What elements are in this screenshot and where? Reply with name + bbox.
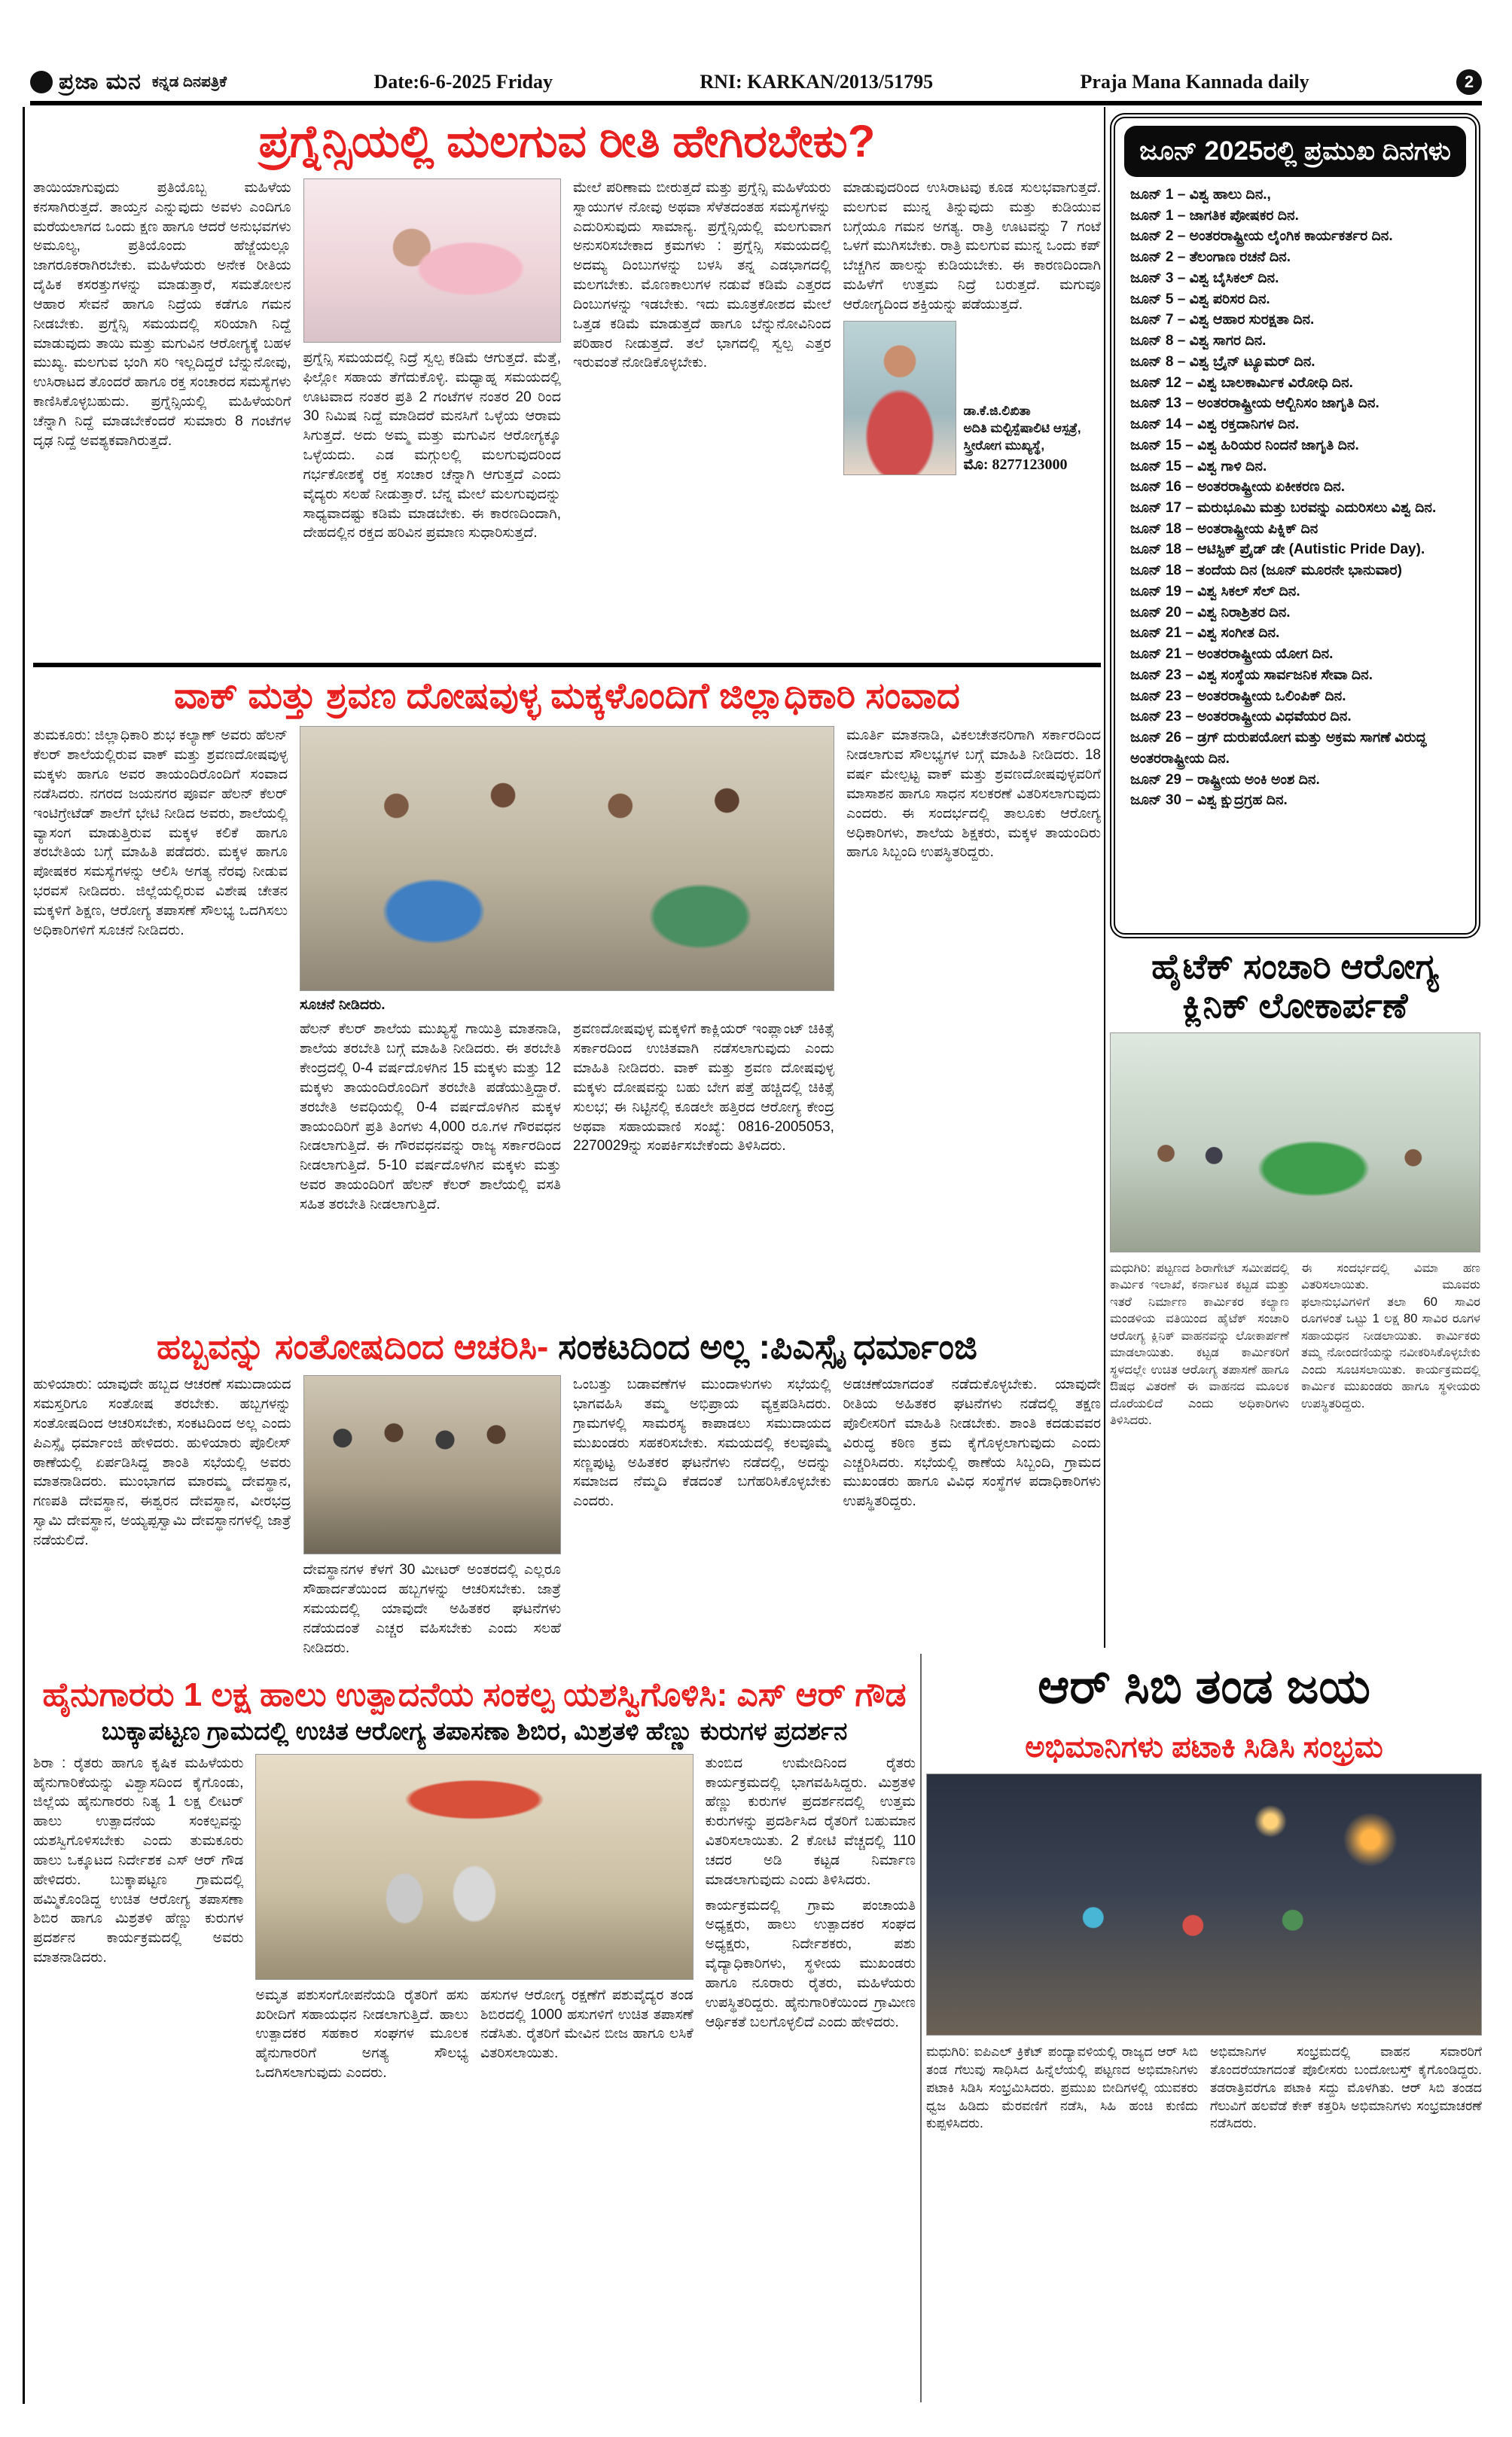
clinic-col2-text: ಈ ಸಂದರ್ಭದಲ್ಲಿ ವಿಮಾ ಹಣ ವಿತರಿಸಲಾಯಿತು. ಮೂವರು ಫಲಾನುಭವಿಗಳಿಗೆ ತಲಾ 60 ಸಾವಿರ ರೂಗಳಂತೆ ಒಟ್ಟು 1 ಲಕ್ಷ 80 ಸಾವಿರ ರೂಗಳ ಸಹಾಯಧನ ನೀಡಲಾಯಿತು. ಕಾರ್ಮಿಕರು ತಮ್ಮ ನೋಂದಣಿಯನ್ನು ನವೀಕರಿಸಿಕೊಳ್ಳಬೇಕು ಎಂದು ಸೂಚಿಸಲಾಯಿತು. ಕಾರ್ಯಕ್ರಮದಲ್ಲಿ ಕಾರ್ಮಿಕ ಮುಖಂಡರು ಹಾಗೂ ಸ್ಥಳೀಯರು ಉಪಸ್ಥಿತರಿದ್ದರು. [1301,1261,1480,1411]
june-day-item: ಜೂನ್ 21 – ವಿಶ್ವ ಸಂಗೀತ ದಿನ. [1130,625,1280,642]
festival-headline-red: ಹಬ್ಬವನ್ನು ಸಂತೋಷದಿಂದ ಆಚರಿಸಿ- [157,1327,549,1366]
doctor-byline-block [843,321,1102,475]
june-day-item: ಜೂನ್ 20 – ವಿಶ್ವ ನಿರಾಶ್ರಿತರ ದಿನ. [1130,604,1291,621]
june-day-item: ಜೂನ್ 13 – ಅಂತರರಾಷ್ಟ್ರೀಯ ಆಲ್ಬಿನಿಸಂ ಜಾಗೃತಿ ದಿನ. [1130,395,1379,412]
clinic-col-1 [1110,1260,1289,1667]
page-number-badge: 2 [1456,69,1482,95]
clinic-col-2 [1301,1260,1480,1667]
festival-col1-text: ಹುಳಿಯಾರು: ಯಾವುದೇ ಹಬ್ಬದ ಆಚರಣೆ ಸಮುದಾಯದ ಸಮಸ್ತರಿಗೂ ಸಂತೋಷ ತರಬೇಕು. ಹಬ್ಬಗಳನ್ನು ಸಂತೋಷದಿಂದ ಆಚರಿಸಬೇಕು, ಸಂಕಟದಿಂದ ಅಲ್ಲ ಎಂದು ಪಿಎಸ್ಸೈ ಧರ್ಮಾಂಜಿ ಹೇಳಿದರು. ಹುಳಿಯಾರು ಪೊಲೀಸ್ ಠಾಣೆಯಲ್ಲಿ ಏರ್ಪಡಿಸಿದ್ದ ಶಾಂತಿ ಸಭೆಯಲ್ಲಿ ಅವರು ಮಾತನಾಡಿದರು. ಮುಂಭಾಗದ ಮಾರಮ್ಮ ದೇವಸ್ಥಾನ, ಗಣಪತಿ ದೇವಸ್ಥಾನ, ಈಶ್ವರನ ದೇವಸ್ಥಾನ, ವೀರಭದ್ರ ಸ್ವಾಮಿ ದೇವಸ್ಥಾನ, ಅಯ್ಯಪ್ಪಸ್ವಾಮಿ ದೇವಸ್ಥಾನಗಳಲ್ಲಿ ಜಾತ್ರೆ ನಡೆಯಲಿದೆ. [33,1377,291,1548]
clinic-headline-line2: ಕ್ಲಿನಿಕ್ ಲೋಕಾರ್ಪಣೆ [1182,985,1408,1025]
milk-col-1 [33,1754,243,2356]
june-day-item: ಜೂನ್ 5 – ವಿಶ್ವ ಪರಿಸರ ದಿನ. [1130,291,1270,307]
june-day-item: ಜೂನ್ 2 – ತೆಲಂಗಾಣ ರಚನೆ ದಿನ. [1130,249,1291,266]
left-edge-rule [23,107,25,2404]
rcb-headline: ಆರ್ ಸಿಬಿ ತಂಡ ಜಯ [1038,1659,1370,1713]
dc-middle-block [300,726,834,1306]
milk-mid-col-1 [255,1986,468,2356]
dc-col-4 [846,726,1101,1306]
rcb-col-1 [926,2043,1198,2367]
article-dc-headline: ವಾಕ್ ಮತ್ತು ಶ್ರವಣ ದೋಷವುಳ್ಳ ಮಕ್ಕಳೊಂದಿಗೆ ಜಿಲ್ಲಾಧಿಕಾರಿ ಸಂವಾದ [174,676,960,716]
festival-headline [33,1325,1101,1375]
pregnancy-col-1 [33,178,291,638]
clinic-headline-line1: ಹೈಟೆಕ್ ಸಂಚಾರಿ ಆರೋಗ್ಯ [1151,947,1439,986]
rcb-fireworks-photo [926,1774,1482,2036]
paper-logo [30,69,227,95]
milk-col1-text: ಶಿರಾ : ರೈತರು ಹಾಗೂ ಕೃಷಿಕ ಮಹಿಳೆಯರು ಹೈನುಗಾರಿಕೆಯನ್ನು ವಿಶ್ವಾಸದಿಂದ ಕೈಗೊಂಡು, ಜಿಲ್ಲೆಯ ಹೈನುಗಾರರು ನಿತ್ಯ 1 ಲಕ್ಷ ಲೀಟರ್ ಹಾಲು ಉತ್ಪಾದನೆಯ ಸಂಕಲ್ಪವನ್ನು ಯಶಸ್ವಿಗೊಳಿಸಬೇಕು ಎಂದು ತುಮಕೂರು ಹಾಲು ಒಕ್ಕೂಟದ ನಿರ್ದೇಶಕ ಎಸ್ ಆರ್ ಗೌಡ ಹೇಳಿದರು. ಬುಕ್ಕಾಪಟ್ಟಣ ಗ್ರಾಮದಲ್ಲಿ ಹಮ್ಮಿಕೊಂಡಿದ್ದ ಉಚಿತ ಆರೋಗ್ಯ ತಪಾಸಣಾ ಶಿಬಿರ ಹಾಗೂ ಮಿಶ್ರತಳಿ ಹೆಣ್ಣು ಕುರುಗಳ ಪ್ರದರ್ಶನ ಕಾರ್ಯಕ್ರಮದಲ್ಲಿ ಅವರು ಮಾತನಾಡಿದರು. [33,1755,244,1966]
milk-event-photo [255,1754,693,1980]
clinic-van-photo [1110,1032,1480,1252]
dc-mid-col-1 [300,1020,561,1306]
milk-midcol2-text: ಹಸುಗಳ ಆರೋಗ್ಯ ರಕ್ಷಣೆಗೆ ಪಶುವೈದ್ಯರ ತಂಡ ಶಿಬಿರದಲ್ಲಿ 1000 ಹಸುಗಳಿಗೆ ಉಚಿತ ತಪಾಸಣೆ ನಡೆಸಿತು. ರೈತರಿಗೆ ಮೇವಿನ ಬೀಜ ಹಾಗೂ ಲಸಿಕೆ ವಿತರಿಸಲಾಯಿತು. [480,1987,694,2062]
festival-col3-text: ಒಂಬತ್ತು ಬಡಾವಣೆಗಳ ಮುಂದಾಳುಗಳು ಸಭೆಯಲ್ಲಿ ಭಾಗವಹಿಸಿ ತಮ್ಮ ಅಭಿಪ್ರಾಯ ವ್ಯಕ್ತಪಡಿಸಿದರು. ಗ್ರಾಮಗಳಲ್ಲಿ ಸಾಮರಸ್ಯ ಕಾಪಾಡಲು ಸಮುದಾಯದ ಮುಖಂಡರು ಸಹಕರಿಸಬೇಕು. ಸಮಯದಲ್ಲಿ ಕಲವೂಮ್ಮೆ ಸಣ್ಣಪುಟ್ಟ ಅಹಿತಕರ ಘಟನೆಗಳು ನಡೆದಲ್ಲಿ, ಅದನ್ನು ಸಮಾಜದ ನೆಮ್ಮದಿ ಕೆಡದಂತೆ ಬಗೆಹರಿಸಿಕೊಳ್ಳಬೇಕು ಎಂದರು. [573,1377,831,1510]
festival-col-3 [573,1375,831,1660]
pregnancy-col-4 [843,178,1102,638]
dc-col1-text: ತುಮಕೂರು: ಜಿಲ್ಲಾಧಿಕಾರಿ ಶುಭ ಕಲ್ಯಾಣ್ ಅವರು ಹೆಲನ್ ಕೆಲರ್ ಶಾಲೆಯಲ್ಲಿರುವ ವಾಕ್ ಮತ್ತು ಶ್ರವಣದೋಷವುಳ್ಳ ಮಕ್ಕಳು ಹಾಗೂ ಅವರ ತಾಯಂದಿರೊಂದಿಗೆ ಸಂವಾದ ನಡೆಸಿದರು. ನಗರದ ಜಯನಗರ ಪೂರ್ವ ಹೆಲನ್ ಕೆಲರ್ ಇಂಟಿಗ್ರೇಟೆಡ್ ಶಾಲೆಗೆ ಭೇಟಿ ನೀಡಿದ ಅವರು, ಶಾಲೆಯಲ್ಲಿ ವ್ಯಾಸಂಗ ಮಾಡುತ್ತಿರುವ ಮಕ್ಕಳ ಕಲಿಕೆ ಹಾಗೂ ತರಬೇತಿಯ ಬಗ್ಗೆ ಮಾಹಿತಿ ಪಡೆದರು. ಮಕ್ಕಳ ಹಾಗೂ ಪೋಷಕರ ಸಮಸ್ಯೆಗಳನ್ನು ಆಲಿಸಿ ಅಗತ್ಯ ನೆರವು ನೀಡುವ ಭರವಸೆ ನೀಡಿದರು. ಜಿಲ್ಲೆಯಲ್ಲಿರುವ ವಿಶೇಷ ಚೇತನ ಮಕ್ಕಳಿಗೆ ಶಿಕ್ಷಣ, ಆರೋಗ್ಯ ತಪಾಸಣೆ ಸೌಲಭ್ಯ ಒದಗಿಸಲು ಅಧಿಕಾರಿಗಳಿಗೆ ಸೂಚನೆ ನೀಡಿದರು. [33,727,288,938]
article-dc-interaction [33,673,1101,1318]
article-mobile-clinic [1110,947,1480,1643]
article-divider-rule [33,663,1101,667]
article-festival-peace [33,1325,1101,1666]
june-day-item: ಜೂನ್ 23 – ಅಂತರರಾಷ್ಟ್ರೀಯ ಒಲಿಂಪಿಕ್ ದಿನ. [1130,688,1346,704]
rcb-col2-text: ಅಭಿಮಾನಿಗಳ ಸಂಭ್ರಮದಲ್ಲಿ ವಾಹನ ಸವಾರರಿಗೆ ತೊಂದರೆಯಾಗದಂತೆ ಪೊಲೀಸರು ಬಂದೋಬಸ್ತ್ ಕೈಗೊಂಡಿದ್ದರು. ತಡರಾತ್ರಿವರೆಗೂ ಪಟಾಕಿ ಸದ್ದು ಮೊಳಗಿತು. ಆರ್ ಸಿಬಿ ತಂಡದ ಗೆಲುವಿಗೆ ಹಲವೆಡೆ ಕೇಕ್ ಕತ್ತರಿಸಿ ಅಭಿಮಾನಿಗಳು ಸಂಭ್ರಮಾಚರಣೆ ನಡೆಸಿದರು. [1210,2044,1482,2131]
june-day-item: ಜೂನ್ 29 – ರಾಷ್ಟ್ರೀಯ ಅಂಕಿ ಅಂಶ ದಿನ. [1130,771,1320,788]
doctor-phone: ಮೊ: 8277123000 [963,456,1068,473]
masthead-paper-name: Praja Mana Kannada daily [1080,71,1309,93]
dc-midcol1-text: ಹೆಲನ್ ಕೆಲರ್ ಶಾಲೆಯ ಮುಖ್ಯಸ್ಥೆ ಗಾಯಿತ್ರಿ ಮಾತನಾಡಿ, ಶಾಲೆಯ ತರಬೇತಿ ಬಗ್ಗೆ ಮಾಹಿತಿ ನೀಡಿದರು. ಈ ತರಬೇತಿ ಕೇಂದ್ರದಲ್ಲಿ 0-4 ವರ್ಷದೊಳಗಿನ 15 ಮಕ್ಕಳು ಮತ್ತು 12 ಮಕ್ಕಳು ತಾಯಂದಿರೊಂದಿಗೆ ತರಬೇತಿ ಪಡೆಯುತ್ತಿದ್ದಾರೆ. ತರಬೇತಿ ಅವಧಿಯಲ್ಲಿ 0-4 ವರ್ಷದೊಳಗಿನ ಮಕ್ಕಳ ತಾಯಂದಿರಿಗೆ ಪ್ರತಿ ತಿಂಗಳು 4,000 ರೂ.ಗಳ ಗೌರವಧನ ನೀಡಲಾಗುತ್ತಿದೆ. ಈ ಗೌರವಧನವನ್ನು ರಾಜ್ಯ ಸರ್ಕಾರದಿಂದ ನೀಡಲಾಗುತ್ತಿದೆ. 5-10 ವರ್ಷದೊಳಗಿನ ಮಕ್ಕಳು ಮತ್ತು ಅವರ ತಾಯಂದಿರಿಗೆ ಹೆಲನ್ ಕೆಲರ್ ಶಾಲೆಯಲ್ಲಿ ವಸತಿ ಸಹಿತ ತರಬೇತಿ ನೀಡಲಾಗುತ್ತಿದೆ. [300,1021,561,1212]
doctor-hospital: ಅದಿತಿ ಮಲ್ಟಿಸ್ಪೆಷಾಲಿಟಿ ಆಸ್ಪತ್ರೆ, [963,420,1081,435]
june-day-item: ಜೂನ್ 17 – ಮರುಭೂಮಿ ಮತ್ತು ಬರವನ್ನು ಎದುರಿಸಲು ವಿಶ್ವ ದಿನ. [1130,500,1437,517]
pregnancy-col1-text: ತಾಯಿಯಾಗುವುದು ಪ್ರತಿಯೊಬ್ಬ ಮಹಿಳೆಯ ಕನಸಾಗಿರುತ್ತದೆ. ತಾಯ್ತನ ಎನ್ನುವುದು ಅವಳು ಎಂದಿಗೂ ಮರೆಯಲಾಗದ ಒಂದು ಕ್ಷಣ ಹಾಗೂ ಆದರೆ ಅನುಭವಗಳು ಅಮೂಲ್ಯ, ಪ್ರತಿಯೊಂದು ಹೆಜ್ಜೆಯಲ್ಲೂ ಜಾಗರೂಕರಾಗಿರಬೇಕು. ಮಹಿಳೆಯರು ಅನೇಕ ರೀತಿಯ ದೈಹಿಕ ಕಸರತ್ತುಗಳನ್ನು ಮಾಡುತ್ತಾರೆ, ಸಮತೋಲನ ಆಹಾರ ಸೇವನೆ ಹಾಗೂ ನಿದ್ರೆಯ ಕಡೆಗೂ ಗಮನ ನೀಡಬೇಕು. ಪ್ರಗ್ನೆನ್ಸಿ ಸಮಯದಲ್ಲಿ ಸರಿಯಾಗಿ ನಿದ್ದೆ ಮಾಡುವುದು ತಾಯಿ ಮತ್ತು ಮಗುವಿನ ಆರೋಗ್ಯಕ್ಕೆ ಬಹಳ ಮುಖ್ಯ. ಮಲಗುವ ಭಂಗಿ ಸರಿ ಇಲ್ಲದಿದ್ದರೆ ಬೆನ್ನುನೋವು, ಉಸಿರಾಟದ ತೊಂದರೆ ಹಾಗೂ ರಕ್ತ ಸಂಚಾರದ ಸಮಸ್ಯೆಗಳು ಕಾಣಿಸಿಕೊಳ್ಳಬಹುದು. ಪ್ರಗ್ನೆನ್ಸಿಯಲ್ಲಿ ಮಹಿಳೆಯರಿಗೆ ಚೆನ್ನಾಗಿ ನಿದ್ದೆ ಮಾಡಬೇಕೆಂದರೆ ಸುಮಾರು 8 ಗಂಟೆಗಳ ದೃಢ ನಿದ್ದೆ ಅವಶ್ಯಕವಾಗಿರುತ್ತದೆ. [33,180,291,449]
june-day-item: ಜೂನ್ 3 – ವಿಶ್ವ ಬೈಸಿಕಲ್ ದಿನ. [1130,270,1279,286]
june-day-item: ಜೂನ್ 30 – ವಿಶ್ವ ಕ್ಷುದ್ರಗ್ರಹ ದಿನ. [1130,792,1288,809]
june-day-item: ಜೂನ್ 15 – ವಿಶ್ವ ಗಾಳಿ ದಿನ. [1130,458,1267,474]
june-day-item: ಜೂನ್ 23 – ವಿಶ್ವ ಸಂಸ್ಥೆಯ ಸಾರ್ವಜನಿಕ ಸೇವಾ ದಿನ. [1130,666,1373,683]
june-day-item: ಜೂನ್ 8 – ವಿಶ್ವ ಸಾಗರ ದಿನ. [1130,333,1267,349]
pregnancy-col2-text: ಪ್ರಗ್ನೆನ್ಸಿ ಸಮಯದಲ್ಲಿ ನಿದ್ರೆ ಸ್ವಲ್ಪ ಕಡಿಮೆ ಆಗುತ್ತದೆ. ಮೆತ್ತೆ, ಫಿಲ್ಲೋ ಸಹಾಯ ತೆಗೆದುಕೊಳ್ಳಿ. ಮಧ್ಯಾಹ್ನ ಸಮಯದಲ್ಲಿ ಊಟವಾದ ನಂತರ ಪ್ರತಿ 2 ಗಂಟೆಗಳ ನಂತರ 20 ರಿಂದ 30 ನಿಮಿಷ ನಿದ್ದೆ ಮಾಡಿದರೆ ಮನಸಿಗೆ ಒಳ್ಳೆಯ ಆರಾಮ ಸಿಗುತ್ತದೆ. ಅದು ಅಮ್ಮ ಮತ್ತು ಮಗುವಿನ ಆರೋಗ್ಯಕ್ಕೂ ಒಳ್ಳೆಯದು. ಎಡ ಮಗ್ಗುಲಲ್ಲಿ ಮಲಗುವುದರಿಂದ ಗರ್ಭಕೋಶಕ್ಕೆ ರಕ್ತ ಸಂಚಾರ ಚೆನ್ನಾಗಿ ಆಗುತ್ತದೆ ಎಂದು ವೈದ್ಯರು ಸಲಹೆ ನೀಡುತ್ತಾರೆ. ಬೆನ್ನ ಮೇಲೆ ಮಲಗುವುದನ್ನು ಸಾಧ್ಯವಾದಷ್ಟು ಕಡಿಮೆ ಮಾಡಬೇಕು. ಈ ಕಾರಣದಿಂದಾಗಿ, ದೇಹದಲ್ಲಿನ ರಕ್ತದ ಹರಿವಿನ ಪ್ರಮಾಣ ಸುಧಾರಿಸುತ್ತದೆ. [303,350,561,541]
clinic-col1-text: ಮಧುಗಿರಿ: ಪಟ್ಟಣದ ಶಿರಾಗೇಟ್ ಸಮೀಪದಲ್ಲಿ ಕಾರ್ಮಿಕ ಇಲಾಖೆ, ಕರ್ನಾಟಕ ಕಟ್ಟಡ ಮತ್ತು ಇತರೆ ನಿರ್ಮಾಣ ಕಾರ್ಮಿಕರ ಕಲ್ಯಾಣ ಮಂಡಳಿಯ ವತಿಯಿಂದ ಹೈಟೆಕ್ ಸಂಚಾರಿ ಆರೋಗ್ಯ ಕ್ಲಿನಿಕ್ ವಾಹನವನ್ನು ಲೋಕಾರ್ಪಣೆ ಮಾಡಲಾಯಿತು. ಕಟ್ಟಡ ಕಾರ್ಮಿಕರಿಗೆ ಸ್ಥಳದಲ್ಲೇ ಉಚಿತ ಆರೋಗ್ಯ ತಪಾಸಣೆ ಹಾಗೂ ಔಷಧ ವಿತರಣೆ ಈ ವಾಹನದ ಮೂಲಕ ದೊರೆಯಲಿದೆ ಎಂದು ಅಧಿಕಾರಿಗಳು ತಿಳಿಸಿದರು. [1110,1261,1289,1427]
rcb-subhead: ಅಭಿಮಾನಿಗಳು ಪಟಾಕಿ ಸಿಡಿಸಿ ಸಂಭ್ರಮ [1025,1731,1383,1764]
paper-logo-tagline: ಕನ್ನಡ ದಿನಪತ್ರಿಕೆ [151,73,227,90]
june-day-item: ಜೂನ್ 7 – ವಿಶ್ವ ಆಹಾರ ಸುರಕ್ಷತಾ ದಿನ. [1130,312,1315,328]
article-pregnancy-headline: ಪ್ರಗ್ನೆನ್ಸಿಯಲ್ಲಿ ಮಲಗುವ ರೀತಿ ಹೇಗಿರಬೇಕು? [258,116,876,166]
article-milk-production [33,1675,916,2399]
festival-col4-text: ಅಡಚಣೆಯಾಗದಂತೆ ನಡೆದುಕೊಳ್ಳಬೇಕು. ಯಾವುದೇ ರೀತಿಯ ಅಹಿತಕರ ಘಟನೆಗಳು ನಡೆದಲ್ಲಿ ತಕ್ಷಣ ಪೊಲೀಸರಿಗೆ ಮಾಹಿತಿ ನೀಡಬೇಕು. ಶಾಂತಿ ಕದಡುವವರ ವಿರುದ್ಧ ಕಠಿಣ ಕ್ರಮ ಕೈಗೊಳ್ಳಲಾಗುವುದು ಎಂದು ಎಚ್ಚರಿಸಿದರು. ಸಭೆಯಲ್ಲಿ ಠಾಣೆಯ ಸಿಬ್ಬಂದಿ, ಗ್ರಾಮದ ಮುಖಂಡರು ಹಾಗೂ ವಿವಿಧ ಸಂಸ್ಥೆಗಳ ಪದಾಧಿಕಾರಿಗಳು ಉಪಸ್ಥಿತರಿದ್ದರು. [843,1377,1101,1510]
june-day-item: ಜೂನ್ 1 – ವಿಶ್ವ ಹಾಲು ದಿನ., [1130,187,1271,203]
pregnant-woman-photo [303,178,562,343]
dc-col4-text: ಮೂರ್ತಿ ಮಾತನಾಡಿ, ವಿಕಲಚೇತನರಿಗಾಗಿ ಸರ್ಕಾರದಿಂದ ನೀಡಲಾಗುವ ಸೌಲಭ್ಯಗಳ ಬಗ್ಗೆ ಮಾಹಿತಿ ನೀಡಿದರು. 18 ವರ್ಷ ಮೇಲ್ಪಟ್ಟ ವಾಕ್ ಮತ್ತು ಶ್ರವಣದೋಷವುಳ್ಳವರಿಗೆ ಮಾಸಾಶನ ಹಾಗೂ ಸಾಧನ ಸಲಕರಣೆ ವಿತರಿಸಲಾಗುವುದು ಎಂದರು. ಈ ಸಂದರ್ಭದಲ್ಲಿ ತಾಲೂಕು ಆರೋಗ್ಯ ಅಧಿಕಾರಿಗಳು, ಶಾಲೆಯ ಶಿಕ್ಷಕರು, ಮಕ್ಕಳ ತಾಯಂದಿರು ಹಾಗೂ ಸಿಬ್ಬಂದಿ ಉಪಸ್ಥಿತರಿದ್ದರು. [846,727,1101,861]
june-day-item: ಜೂನ್ 1 – ಜಾಗತಿಕ ಪೋಷಕರ ದಿನ. [1130,207,1299,224]
dc-photo-caption: ಸೂಚನೆ ನೀಡಿದರು. [300,997,386,1014]
june-day-item: ಜೂನ್ 26 – ಡ್ರಗ್ ದುರುಪಯೋಗ ಮತ್ತು ಅಕ್ರಮ ಸಾಗಣೆ ವಿರುದ್ಧ ಅಂತರರಾಷ್ಟ್ರೀಯ ದಿನ. [1130,730,1427,767]
doctor-designation: ಸ್ತ್ರೀರೋಗ ಮುಖ್ಯಸ್ಥೆ, [963,438,1045,453]
june-day-item: ಜೂನ್ 2 – ಅಂತರರಾಷ್ಟ್ರೀಯ ಲೈಂಗಿಕ ಕಾರ್ಯಕರ್ತರ ದಿನ. [1130,228,1393,245]
milk-subhead: ಬುಕ್ಕಾಪಟ್ಟಣ ಗ್ರಾಮದಲ್ಲಿ ಉಚಿತ ಆರೋಗ್ಯ ತಪಾಸಣಾ ಶಿಬಿರ, ಮಿಶ್ರತಳಿ ಹೆಣ್ಣು ಕುರುಗಳ ಪ್ರದರ್ಶನ [101,1717,848,1746]
milk-midcol1-text: ಅಮೃತ ಪಶುಸಂಗೋಪನೆಯಡಿ ರೈತರಿಗೆ ಹಸು ಖರೀದಿಗೆ ಸಹಾಯಧನ ನೀಡಲಾಗುತ್ತಿದೆ. ಹಾಲು ಉತ್ಪಾದಕರ ಸಹಕಾರ ಸಂಘಗಳ ಮೂಲಕ ಹೈನುಗಾರರಿಗೆ ಅಗತ್ಯ ಸೌಲಭ್ಯ ಒದಗಿಸಲಾಗುವುದು ಎಂದರು. [255,1987,468,2082]
dc-col-1 [33,726,288,1306]
pregnancy-col3-text: ಮೇಲೆ ಪರಿಣಾಮ ಬೀರುತ್ತದೆ ಮತ್ತು ಪ್ರಗ್ನೆನ್ಸಿ ಮಹಿಳೆಯರು ಸ್ನಾಯುಗಳ ನೋವು ಅಥವಾ ಸೆಳೆತದಂತಹ ಸಮಸ್ಯೆಗಳನ್ನು ಎದುರಿಸುವುದು ಸಾಮಾನ್ಯ. ಪ್ರಗ್ನೆನ್ಸಿಯಲ್ಲಿ ಮಲಗುವಾಗ ಅನುಸರಿಸಬೇಕಾದ ಕ್ರಮಗಳು : ಪ್ರಗ್ನೆನ್ಸಿ ಸಮಯದಲ್ಲಿ ಅದಮ್ಯ ದಿಂಬುಗಳನ್ನು ಬಳಸಿ ತನ್ನ ಎಡಭಾಗದಲ್ಲಿ ಮಲಗಬೇಕು. ಮೊಣಕಾಲುಗಳ ನಡುವೆ ಕಡಿಮೆ ಎತ್ತರದ ದಿಂಬುಗಳನ್ನು ಇಡಬೇಕು. ಇದು ಮೂತ್ರಕೋಶದ ಮೇಲೆ ಒತ್ತಡ ಕಡಿಮೆ ಮಾಡುತ್ತದೆ ಹಾಗೂ ಬೆನ್ನುನೋವಿನಿಂದ ಪರಿಹಾರ ನೀಡುತ್ತದೆ. ತಲೆ ಭಾಗದಲ್ಲಿ ಸ್ವಲ್ಪ ಎತ್ತರ ಇರುವಂತೆ ನೋಡಿಕೊಳ್ಳಬೇಕು. [573,180,831,371]
rcb-col-2 [1210,2043,1482,2367]
bottom-column-divider [920,1654,922,2402]
festival-col-1 [33,1375,291,1660]
masthead-rni: RNI: KARKAN/2013/51795 [700,71,934,93]
june-day-item: ಜೂನ್ 8 – ವಿಶ್ವ ಬ್ರೈನ್ ಟ್ಯೂಮರ್ ದಿನ. [1130,353,1315,370]
dc-midcol2-text: ಶ್ರವಣದೋಷವುಳ್ಳ ಮಕ್ಕಳಿಗೆ ಕಾಕ್ಲಿಯರ್ ಇಂಪ್ಲಾಂಟ್ ಚಿಕಿತ್ಸೆ ಸರ್ಕಾರದಿಂದ ಉಚಿತವಾಗಿ ನಡೆಸಲಾಗುವುದು ಎಂದು ಮಾಹಿತಿ ನೀಡಿದರು. ವಾಕ್ ಮತ್ತು ಶ್ರವಣ ದೋಷವುಳ್ಳ ಮಕ್ಕಳು ದೋಷವನ್ನು ಬಹು ಬೇಗ ಪತ್ತೆ ಹಚ್ಚಿದಲ್ಲಿ ಚಿಕಿತ್ಸೆ ಸುಲಭ; ಈ ನಿಟ್ಟಿನಲ್ಲಿ ಕೂಡಲೇ ಹತ್ತಿರದ ಆರೋಗ್ಯ ಕೇಂದ್ರ ಅಥವಾ ಸಹಾಯವಾಣಿ ಸಂಖ್ಯೆ: 0816-2005053, 2270029ನ್ನು ಸಂಪರ್ಕಿಸಬೇಕೆಂದು ತಿಳಿಸಿದರು. [573,1021,834,1154]
masthead-date: Date:6-6-2025 Friday [373,71,553,93]
doctor-photo [843,321,956,475]
peace-meeting-photo [303,1375,562,1554]
june-day-item: ಜೂನ್ 15 – ವಿಶ್ವ ಹಿರಿಯರ ನಿಂದನೆ ಜಾಗೃತಿ ದಿನ. [1130,437,1359,453]
june-day-item: ಜೂನ್ 18 – ತಂದೆಯ ದಿನ (ಜೂನ್ ಮೂರನೇ ಭಾನುವಾರ) [1130,563,1402,579]
pregnancy-col-3 [573,178,831,638]
doctor-name: ಡಾ.ಕೆ.ಜಿ.ಲಿಖಿತಾ [963,403,1031,418]
june-day-item: ಜೂನ್ 12 – ವಿಶ್ವ ಬಾಲಕಾರ್ಮಿಕ ವಿರೋಧಿ ದಿನ. [1130,374,1353,391]
milk-col3-text: ತುಂಬಿದ ಉಮೇದಿನಿಂದ ರೈತರು ಕಾರ್ಯಕ್ರಮದಲ್ಲಿ ಭಾಗವಹಿಸಿದ್ದರು. ಮಿಶ್ರತಳಿ ಹೆಣ್ಣು ಕುರುಗಳ ಪ್ರದರ್ಶನದಲ್ಲಿ ಉತ್ತಮ ಕುರುಗಳನ್ನು ಪ್ರದರ್ಶಿಸಿದ ರೈತರಿಗೆ ಬಹುಮಾನ ವಿತರಿಸಲಾಯಿತು. 2 ಕೋಟಿ ವೆಚ್ಚದಲ್ಲಿ 110 ಚದರ ಅಡಿ ಕಟ್ಟಡ ನಿರ್ಮಾಣ ಮಾಡಲಾಗುವುದು ಎಂದು ತಿಳಿಸಿದರು. [705,1755,916,1888]
june-day-item: ಜೂನ್ 19 – ವಿಶ್ವ ಸಿಕಲ್ ಸೆಲ್ ದಿನ. [1130,583,1300,599]
june-box-title: ಜೂನ್ 2025ರಲ್ಲಿ ಪ್ರಮುಖ ದಿನಗಳು [1124,126,1466,177]
june-day-item: ಜೂನ್ 21 – ಅಂತರರಾಷ್ಟ್ರೀಯ ಯೋಗ ದಿನ. [1130,646,1334,663]
rcb-col1-text: ಮಧುಗಿರಿ: ಐಪಿಎಲ್ ಕ್ರಿಕೆಟ್ ಪಂದ್ಯಾವಳಿಯಲ್ಲಿ ರಾಜ್ಯದ ಆರ್ ಸಿಬಿ ತಂಡ ಗೆಲುವು ಸಾಧಿಸಿದ ಹಿನ್ನೆಲೆಯಲ್ಲಿ ಪಟ್ಟಣದ ಅಭಿಮಾನಿಗಳು ಪಟಾಕಿ ಸಿಡಿಸಿ ಸಂಭ್ರಮಿಸಿದರು. ಪ್ರಮುಖ ಬೀದಿಗಳಲ್ಲಿ ಯುವಕರು ಧ್ವಜ ಹಿಡಿದು ಮೆರವಣಿಗೆ ನಡೆಸಿ, ಸಿಹಿ ಹಂಚಿ ಕುಣಿದು ಕುಪ್ಪಳಿಸಿದರು. [926,2044,1198,2131]
milk-col-3 [706,1754,916,2356]
festival-headline-black: ಸಂಕಟದಿಂದ ಅಲ್ಲ :ಪಿಎಸ್ಸೈ ಧರ್ಮಾಂಜಿ [558,1327,977,1366]
article-rcb-win [926,1655,1482,2399]
june-days-list [1115,185,1475,817]
dc-interaction-photo [300,726,834,991]
paper-logo-kannada: ಪ್ರಜಾ ಮನ [59,69,142,94]
article-pregnancy-sleep [33,110,1101,660]
festival-col-2 [303,1375,562,1660]
milk-mid-col-2 [480,1986,694,2356]
pregnancy-col4-text: ಮಾಡುವುದರಿಂದ ಉಸಿರಾಟವು ಕೂಡ ಸುಲಭವಾಗುತ್ತದೆ. ಮಲಗುವ ಮುನ್ನ ತಿನ್ನುವುದು ಮತ್ತು ಕುಡಿಯುವ ಬಗ್ಗೆಯೂ ಗಮನ ಅಗತ್ಯ. ರಾತ್ರಿ ಊಟವನ್ನು 7 ಗಂಟೆ ಒಳಗೆ ಮುಗಿಸಬೇಕು. ರಾತ್ರಿ ಮಲಗುವ ಮುನ್ನ ಒಂದು ಕಪ್ ಬೆಚ್ಚಗಿನ ಹಾಲನ್ನು ಕುಡಿಯಬೇಕು. ಈ ಕಾರಣದಿಂದಾಗಿ ಮಹಿಳೆಗೆ ಉತ್ತಮ ನಿದ್ರೆ ಬರುತ್ತದೆ. ಮಗುವೂ ಆರೋಗ್ಯದಿಂದ ಶಕ್ತಿಯನ್ನು ಪಡೆಯುತ್ತದೆ. [843,180,1101,313]
june-day-item: ಜೂನ್ 16 – ಅಂತರರಾಷ್ಟ್ರೀಯ ಏಕೀಕರಣ ದಿನ. [1130,479,1346,496]
masthead [30,65,1482,99]
june-day-item: ಜೂನ್ 18 – ಆಟಿಸ್ಟಿಕ್ ಪ್ರೈಡ್ ಡೇ (Autistic Pride Day). [1130,541,1425,558]
milk-headline: ಹೈನುಗಾರರು 1 ಲಕ್ಷ ಹಾಲು ಉತ್ಪಾದನೆಯ ಸಂಕಲ್ಪ ಯಶಸ್ವಿಗೊಳಿಸಿ: ಎಸ್ ಆರ್ ಗೌಡ [42,1676,907,1713]
festival-col2-text: ದೇವಸ್ಥಾನಗಳ ಕೆಳಗೆ 30 ಮೀಟರ್ ಅಂತರದಲ್ಲಿ ಎಲ್ಲರೂ ಸೌಹಾರ್ದತೆಯಿಂದ ಹಬ್ಬಗಳನ್ನು ಆಚರಿಸಬೇಕು. ಜಾತ್ರೆ ಸಮಯದಲ್ಲಿ ಯಾವುದೇ ಅಹಿತಕರ ಘಟನೆಗಳು ನಡೆಯದಂತೆ ಎಚ್ಚರ ವಹಿಸಬೇಕು ಎಂದು ಸಲಹೆ ನೀಡಿದರು. [303,1562,561,1656]
june-day-item: ಜೂನ್ 23 – ಅಂತರರಾಷ್ಟ್ರೀಯ ವಿಧವೆಯರ ದಿನ. [1130,709,1352,725]
pregnancy-col-2 [303,178,562,638]
masthead-divider [30,101,1482,105]
festival-col-4 [843,1375,1102,1660]
paper-emblem-icon [30,71,53,93]
june-day-item: ಜೂನ್ 14 – ವಿಶ್ವ ರಕ್ತದಾನಿಗಳ ದಿನ. [1130,416,1300,433]
june-important-days-box [1110,113,1480,938]
june-day-item: ಜೂನ್ 18 – ಅಂತರಾಷ್ಟ್ರೀಯ ಪಿಕ್ನಿಕ್ ದಿನ [1130,520,1318,537]
dc-mid-col-2 [573,1020,834,1306]
milk-col4-text: ಕಾರ್ಯಕ್ರಮದಲ್ಲಿ ಗ್ರಾಮ ಪಂಚಾಯತಿ ಅಧ್ಯಕ್ಷರು, ಹಾಲು ಉತ್ಪಾದಕರ ಸಂಘದ ಅಧ್ಯಕ್ಷರು, ನಿರ್ದೇಶಕರು, ಪಶು ವೈದ್ಯಾಧಿಕಾರಿಗಳು, ಸ್ಥಳೀಯ ಮುಖಂಡರು ಹಾಗೂ ನೂರಾರು ರೈತರು, ಮಹಿಳೆಯರು ಉಪಸ್ಥಿತರಿದ್ದರು. ಹೈನುಗಾರಿಕೆಯಿಂದ ಗ್ರಾಮೀಣ ಆರ್ಥಿಕತೆ ಬಲಗೊಳ್ಳಲಿದೆ ಎಂದು ಹೇಳಿದರು. [705,1897,916,2030]
milk-middle-block [255,1754,693,2356]
main-rail-divider [1104,107,1105,1648]
